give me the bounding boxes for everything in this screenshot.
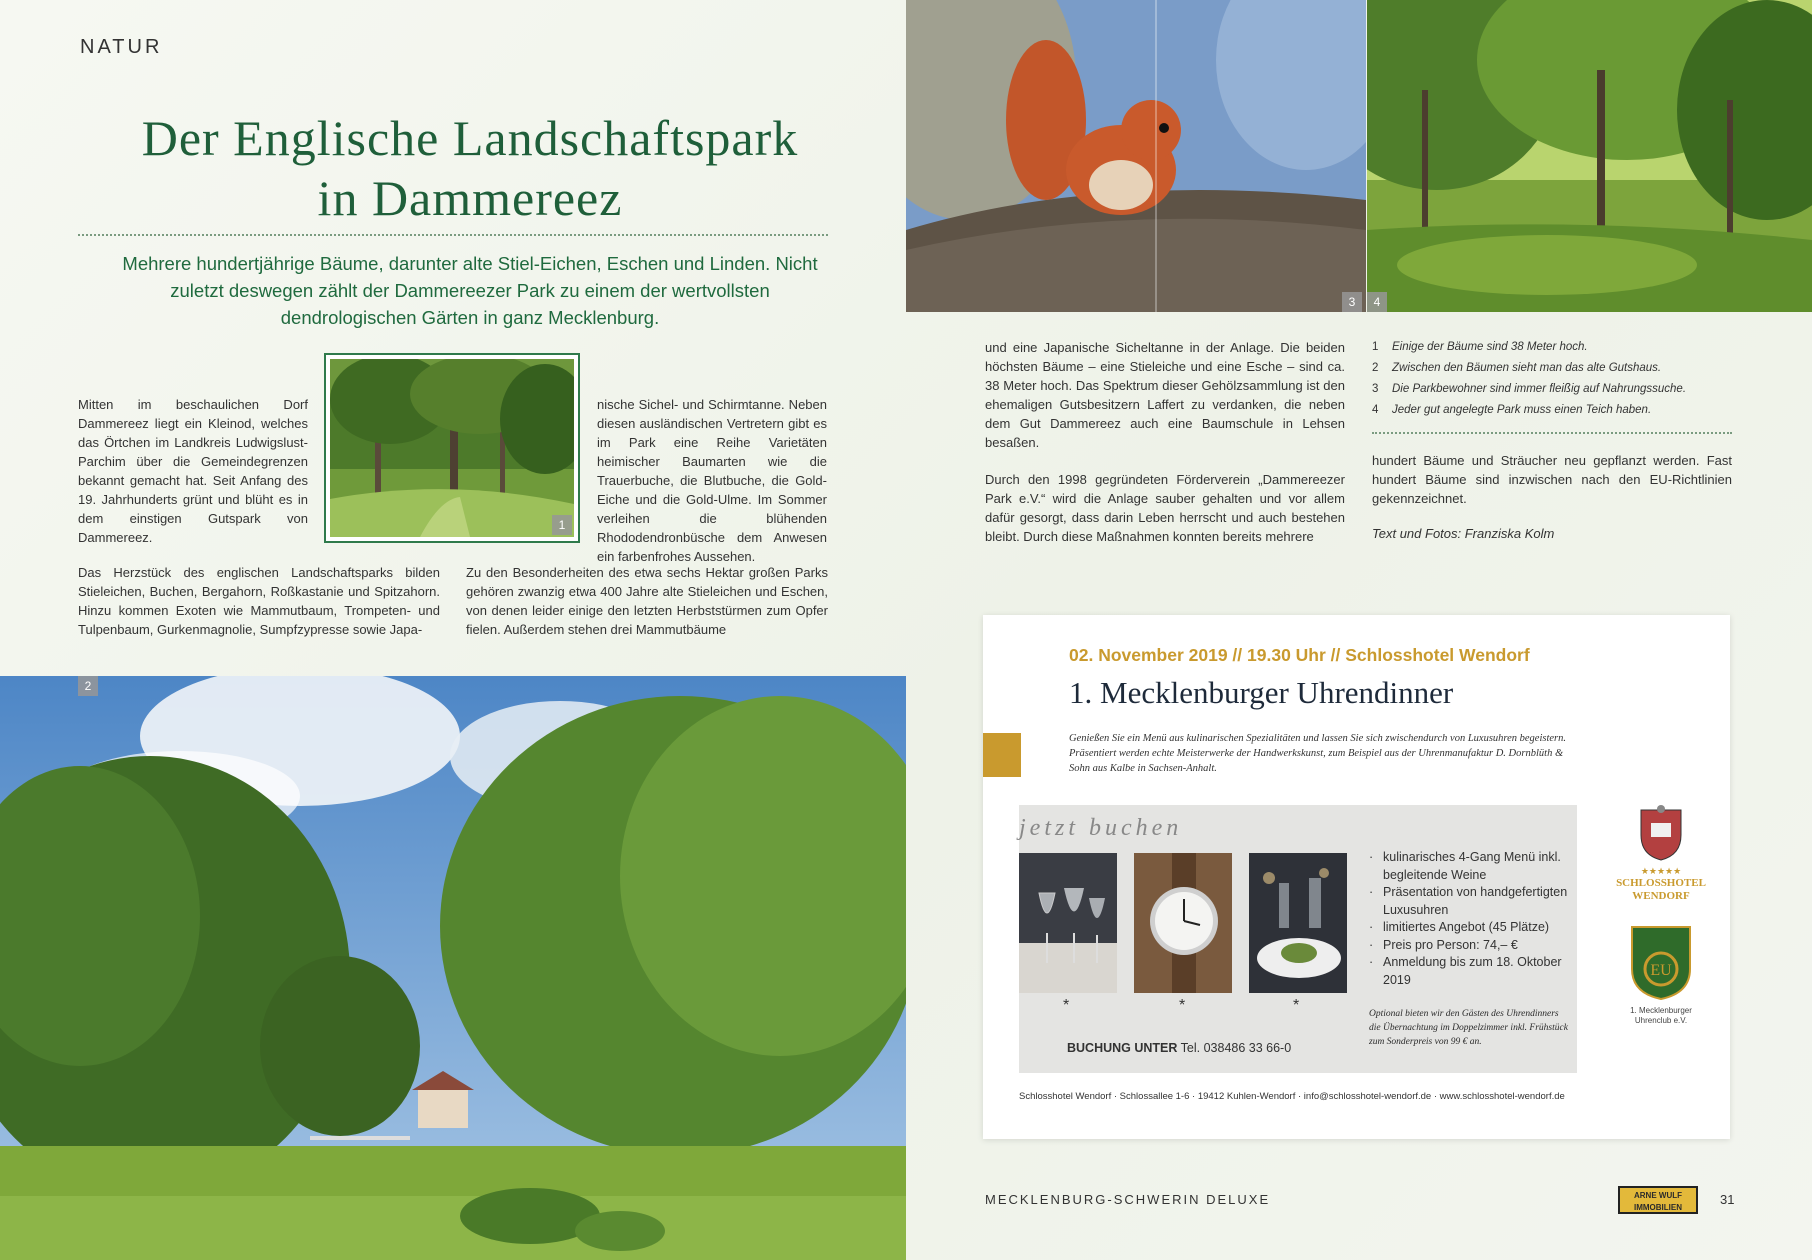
photo-1-frame bbox=[324, 353, 580, 543]
photo-4-pond bbox=[1367, 0, 1812, 312]
title-line-2: in Dammereez bbox=[317, 170, 623, 226]
offer-list bbox=[1369, 849, 1569, 989]
uhrenclub-logo bbox=[1611, 925, 1711, 1026]
caption-item: 1 Einige der Bäume sind 38 Meter hoch. bbox=[1372, 341, 1588, 353]
star-marker: * bbox=[1063, 997, 1070, 1014]
club-shield-icon bbox=[1630, 925, 1692, 1001]
column-2-paragraph-2: Zu den Besonderheiten des etwa sechs Hektar großen Parks gehören zwanzig etwa 400 Jahre alte Stieleichen und Eschen, von denen leider einige den letzten Herbststürmen zum Opfer fielen. Außerdem stehen drei Mammutbäume bbox=[466, 565, 828, 637]
photo-4-number-badge: 4 bbox=[1367, 292, 1387, 312]
caption-item: 4 Jeder gut angelegte Park muss einen Teich haben. bbox=[1372, 404, 1652, 416]
book-now-script: jetzt buchen bbox=[1019, 815, 1183, 841]
gold-accent-block bbox=[983, 733, 1021, 777]
photo-captions bbox=[1372, 337, 1732, 421]
title-divider bbox=[78, 234, 828, 236]
booking-line bbox=[1067, 1041, 1291, 1055]
schlosshotel-logo bbox=[1611, 805, 1711, 903]
photo-3-squirrel bbox=[906, 0, 1366, 312]
booking-label: BUCHUNG UNTER bbox=[1067, 1041, 1178, 1055]
offer-item: · Anmeldung bis zum 18. Oktober 2019 bbox=[1369, 954, 1569, 989]
column-1-paragraph-2: Das Herzstück des englischen Landschaftsparks bilden Stieleichen, Buchen, Bergahorn, Roßkastanie und Spitzahorn. Hinzu kommen Exoten wie Mammutbaum, Trompeten- und Tulpenbaum, Gurkenmagnolie, Sumpfzypresse sowie Japa- bbox=[78, 565, 440, 637]
wine-glasses-image bbox=[1019, 853, 1117, 993]
offer-item: · Präsentation von handgefertigten Luxusuhren bbox=[1369, 884, 1569, 919]
offer-item: · limitiertes Angebot (45 Plätze) bbox=[1369, 919, 1569, 937]
photo-1-number-badge: 1 bbox=[552, 515, 572, 535]
caption-item: 3 Die Parkbewohner sind immer fleißig auf Nahrungssuche. bbox=[1372, 383, 1687, 395]
arne-wulf-logo: ARNE WULF IMMOBILIEN bbox=[1618, 1186, 1698, 1214]
event-intro: Genießen Sie ein Menü aus kulinarischen Spezialitäten und lassen Sie sich zwischendurch von Luxusuhren begeistern. Präsentiert werden echte Meisterwerke der Handwerkskunst, zum Beispiel aus der Uhrenmanufaktur D. Dornblüth & Sohn aus Kalbe in Sachsen-Anhalt. bbox=[1069, 733, 1567, 774]
magazine-name-footer: MECKLENBURG-SCHWERIN DELUXE bbox=[985, 1192, 1271, 1207]
coat-of-arms-icon bbox=[1636, 805, 1686, 861]
uhrendinner-advertisement bbox=[983, 615, 1730, 1139]
photo-2-number-badge: 2 bbox=[78, 676, 98, 696]
caption-item: 2 Zwischen den Bäumen sieht man das alte Gutshaus. bbox=[1372, 362, 1662, 374]
club-name: 1. Mecklenburger Uhrenclub e.V. bbox=[1630, 1006, 1692, 1025]
column-3-paragraph-1: und eine Japanische Sicheltanne in der Anlage. Die beiden höchsten Bäume – eine Stieleiche und eine Esche – sind ca. 38 Meter hoch. Das Spektrum dieser Gehölzsammlung ist den ehemaligen Gutsbesitzern Laffert zu verdanken, die neben dem Gut Dammereez auch eine Baumschule in Lehsen besaßen. bbox=[985, 340, 1345, 450]
column-3-paragraph-2: Durch den 1998 gegründeten Förderverein „Dammereezer Park e.V.“ wird die Anlage sauber gehalten und vor allem dafür gesorgt, dass darin Leben herrscht und auch bestehen bleibt. Durch diese Maßnahmen konnten bereits mehrere bbox=[985, 472, 1345, 544]
section-label: NATUR bbox=[80, 36, 163, 58]
booking-phone: Tel. 038486 33 66-0 bbox=[1180, 1041, 1292, 1055]
article-title bbox=[90, 108, 850, 228]
photo-credit: Text und Fotos: Franziska Kolm bbox=[1372, 526, 1555, 541]
hotel-name: SCHLOSSHOTEL WENDORF bbox=[1616, 877, 1706, 902]
lead-paragraph: Mehrere hundertjährige Bäume, darunter alte Stiel-Eichen, Eschen und Linden. Nicht zuletzt deswegen zählt der Dammereezer Park zu einem der wertvollsten dendrologischen Gärten in ganz Mecklenburg. bbox=[122, 253, 818, 328]
star-marker: * bbox=[1179, 997, 1186, 1014]
offer-item: · Preis pro Person: 74,– € bbox=[1369, 937, 1569, 955]
photo-3-number-badge: 3 bbox=[1342, 292, 1362, 312]
event-title: 1. Mecklenburger Uhrendinner bbox=[1069, 675, 1454, 710]
column-1-paragraph-1: Mitten im beschaulichen Dorf Dammereez liegt ein Kleinod, welches das Örtchen im Landkreis Ludwigslust-Parchim über die Gemeindegrenzen bekannt gemacht hat. Seit Anfang des 19. Jahrhunderts grünt und blüht es in dem einstigen Gutspark von Dammereez. bbox=[78, 397, 308, 545]
page-number: 31 bbox=[1720, 1192, 1735, 1207]
title-line-1: Der Englische Landschaftspark bbox=[141, 110, 799, 166]
photo-1-park-trees bbox=[330, 359, 574, 537]
wristwatch-image bbox=[1134, 853, 1232, 993]
svg-text:EU: EU bbox=[1650, 962, 1672, 979]
hotel-contact-footer: Schlosshotel Wendorf · Schlossallee 1-6 · 19412 Kuhlen-Wendorf · info@schlosshotel-wendorf.de · www.schlosshotel-wendorf.de bbox=[1019, 1091, 1565, 1102]
plated-dish-image bbox=[1249, 853, 1347, 993]
overnight-offer-note: Optional bieten wir den Gästen des Uhrendinners die Übernachtung im Doppelzimmer inkl. Frühstück zum Sonderpreis von 99 € an. bbox=[1369, 1009, 1568, 1047]
event-date-line: 02. November 2019 // 19.30 Uhr // Schlosshotel Wendorf bbox=[1069, 645, 1530, 665]
photo-2-park-manor bbox=[0, 676, 906, 1260]
booking-box bbox=[1019, 805, 1577, 1073]
hotel-stars: ★★★★★ bbox=[1640, 866, 1682, 876]
offer-item: · kulinarisches 4-Gang Menü inkl. begleitende Weine bbox=[1369, 849, 1569, 884]
column-2-paragraph-1: nische Sichel- und Schirmtanne. Neben diesen ausländischen Vertretern gibt es im Park eine Reihe Varietäten heimischer Baumarten wie die Trauerbuche, die Blutbuche, die Gold-Eiche und die Gold-Ulme. Im Sommer verleihen die blühenden Rhododendronbüsche dem Anwesen ein farbenfrohes Aussehen. bbox=[597, 397, 827, 564]
column-4-paragraph-1: hundert Bäume und Sträucher neu gepflanzt werden. Fast hundert Bäume sind inzwischen nach den EU-Richtlinien gekennzeichnet. bbox=[1372, 453, 1732, 506]
star-marker: * bbox=[1293, 997, 1300, 1014]
captions-divider bbox=[1372, 432, 1732, 434]
